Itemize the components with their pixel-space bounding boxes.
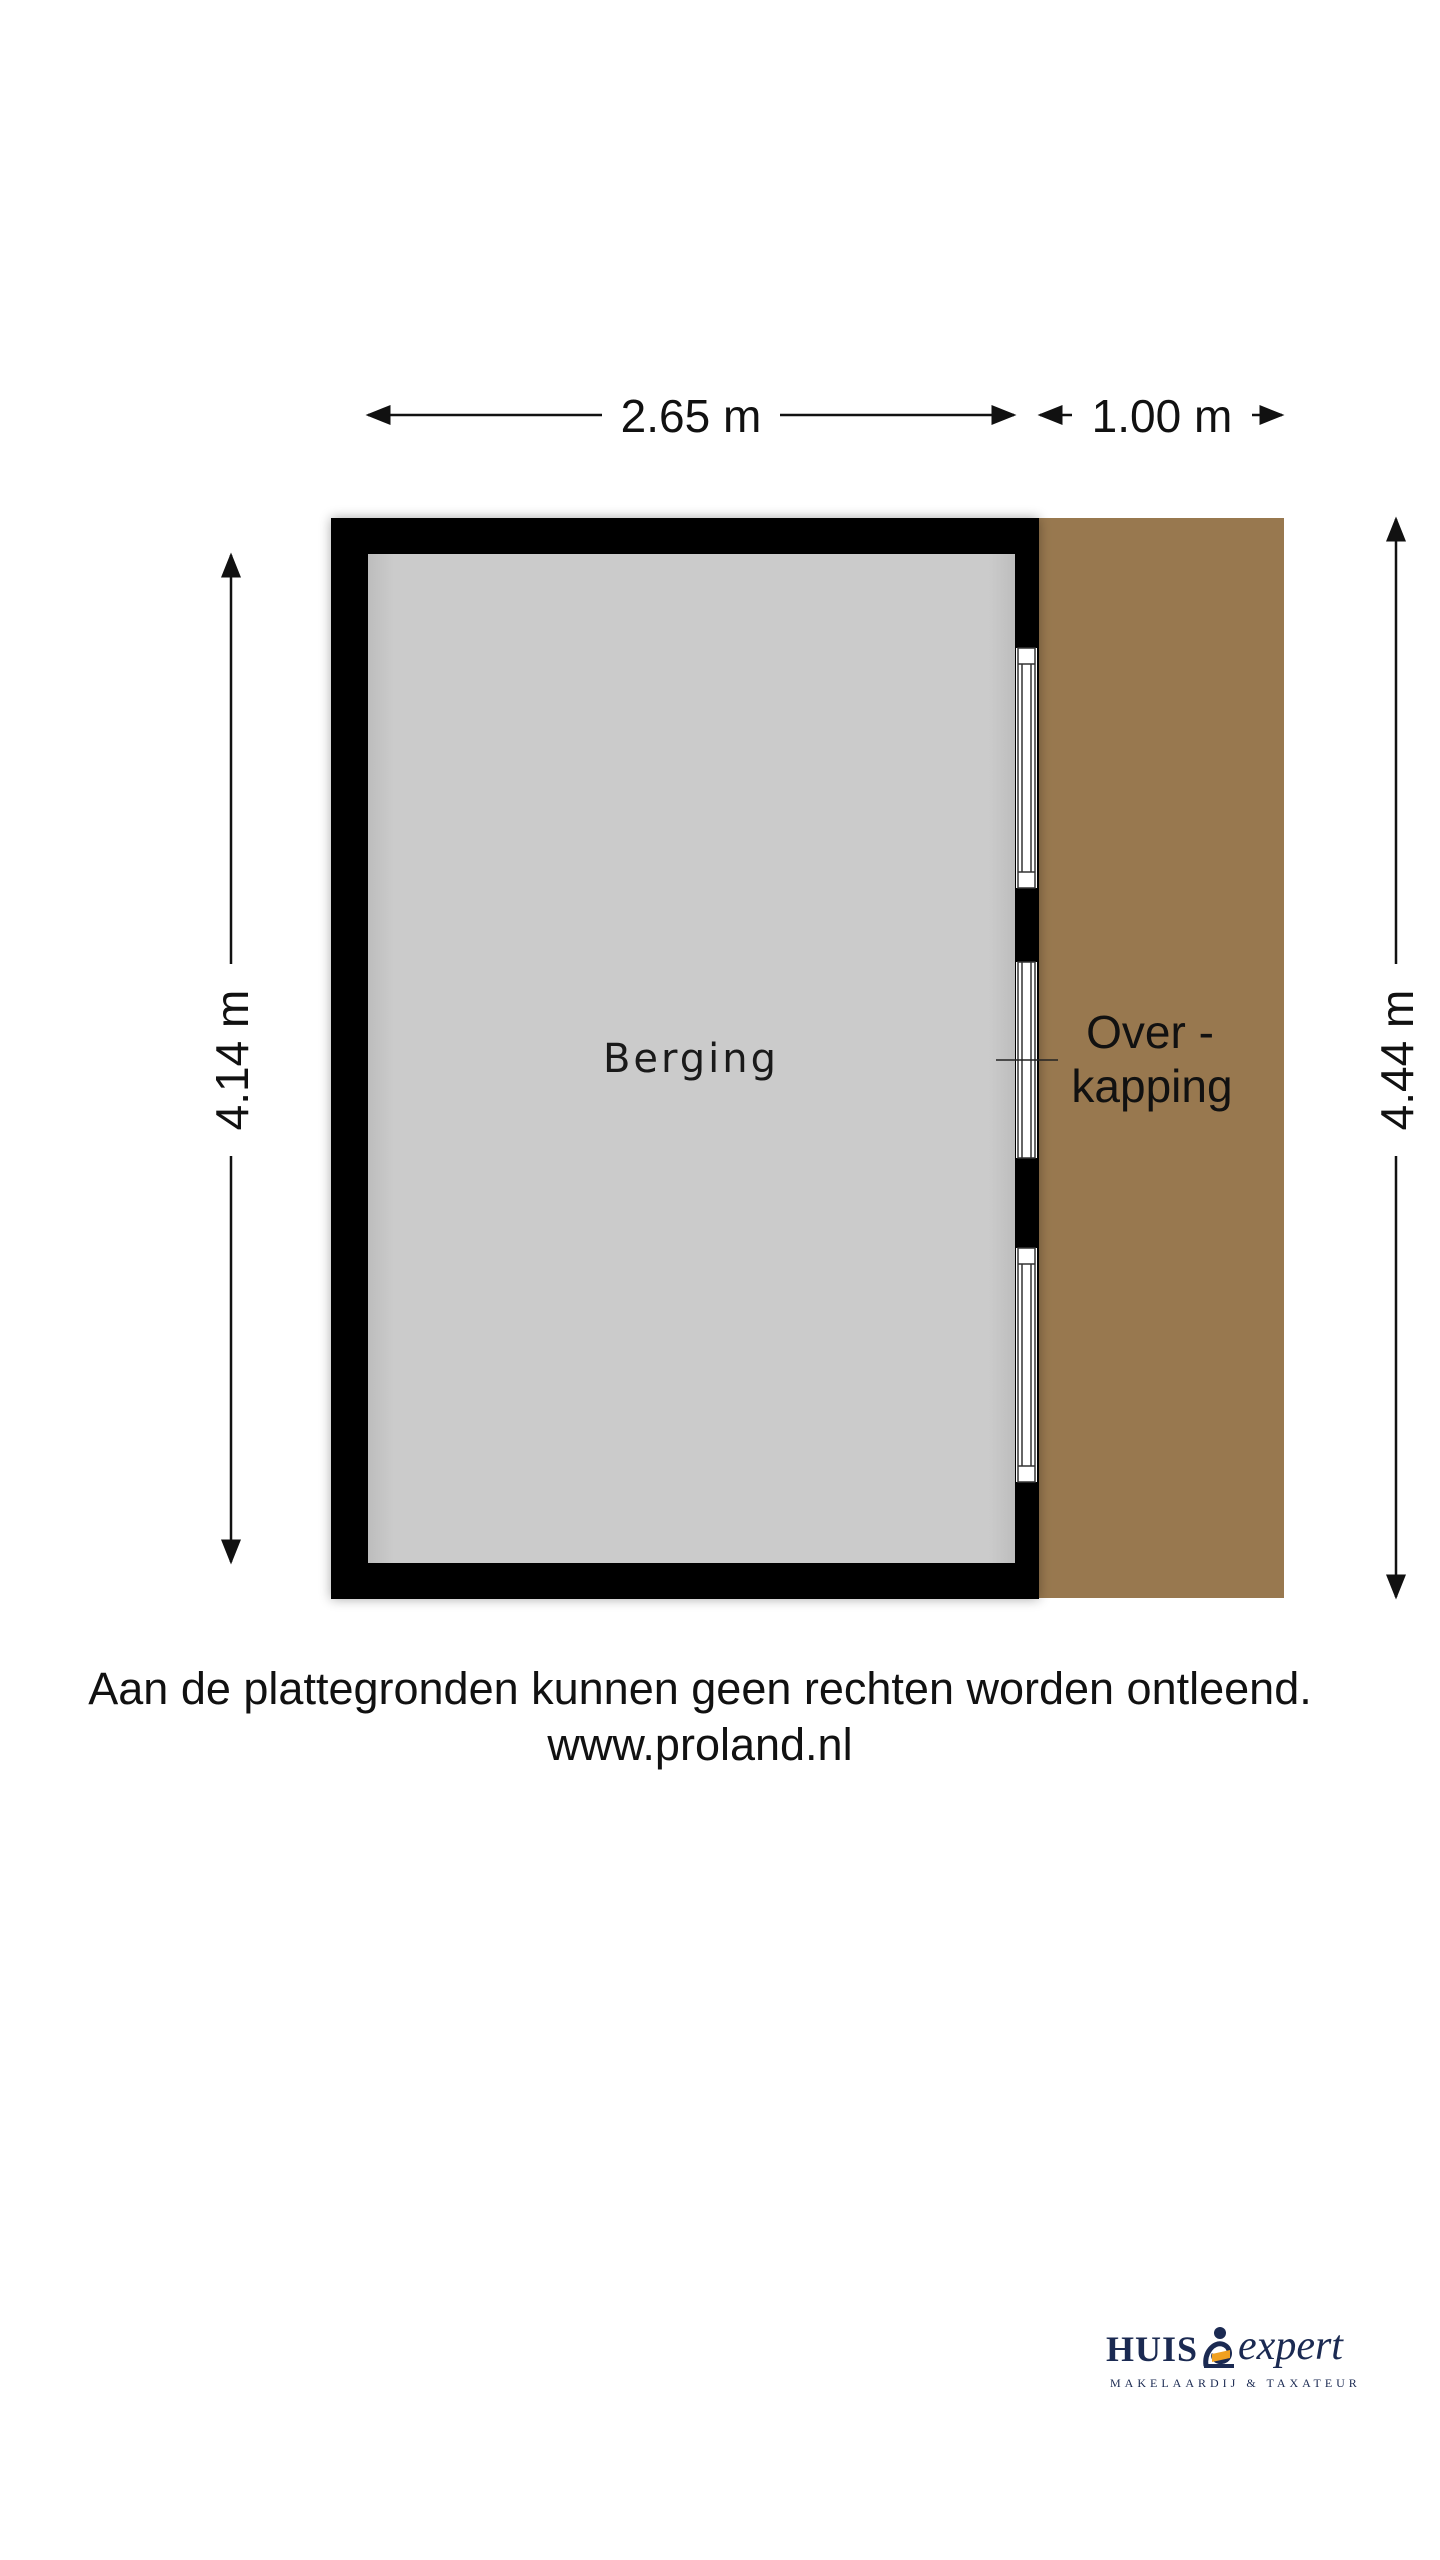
overkapping-area (1036, 518, 1284, 1598)
dimension-label-1-00: 1.00 m (1091, 390, 1233, 442)
logo-expert-text: expert (1238, 2323, 1343, 2369)
area-label-overkapping-line1: Over - (1086, 1006, 1214, 1058)
logo-huis-text: HUIS (1106, 2329, 1199, 2369)
dimension-height-right (1371, 519, 1423, 1597)
room-label-berging: Berging (602, 1036, 780, 1082)
area-label-overkapping-line2: kapping (1071, 1060, 1233, 1112)
dimension-width-overkapping (1040, 390, 1282, 442)
disclaimer-text: Aan de plattegronden kunnen geen rechten worden ontleend. (88, 1663, 1312, 1714)
website-link[interactable]: www.proland.nl (547, 1719, 853, 1770)
right-wall-openings (1016, 648, 1037, 1482)
logo-figure-icon (1200, 2326, 1236, 2370)
dimension-label-2-65: 2.65 m (620, 390, 762, 442)
dimension-label-4-44: 4.44 m (1371, 989, 1423, 1131)
dimension-width-berging (368, 390, 1014, 442)
dimension-height-left (206, 555, 258, 1562)
huisexpert-logo (1106, 2300, 1366, 2390)
dimension-label-4-14: 4.14 m (206, 989, 258, 1131)
logo-tagline: MAKELAARDIJ & TAXATEUR (1110, 2376, 1361, 2390)
